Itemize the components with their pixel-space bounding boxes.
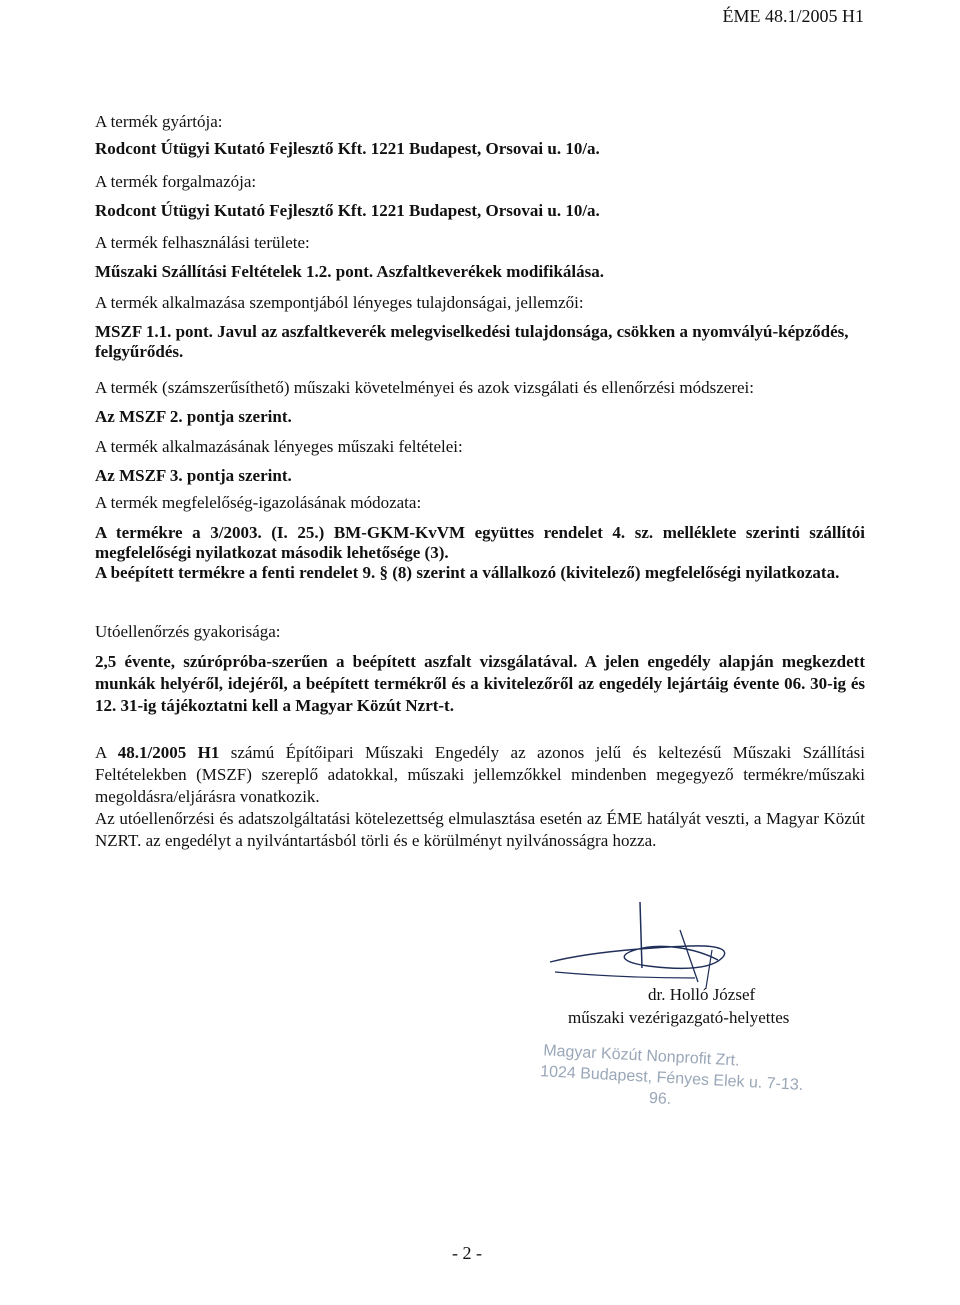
- manufacturer-value: Rodcont Útügyi Kutató Fejlesztő Kft. 1221 Budapest, Orsovai u. 10/a.: [95, 139, 600, 158]
- conformity-value-2: A beépített termékre a fenti rendelet 9. § (8) szerint a vállalkozó (kivitelező) megfelelőségi nyilatkozata.: [95, 563, 840, 582]
- page-number: - 2 -: [452, 1243, 482, 1263]
- requirements-value: Az MSZF 2. pontja szerint.: [95, 407, 292, 426]
- handwritten-signature-icon: [530, 890, 860, 1000]
- stamp-line-number: 96.: [648, 1089, 672, 1109]
- properties-section: [95, 293, 865, 362]
- usage-area-label: A termék felhasználási területe:: [95, 233, 310, 252]
- postcheck-label: Utóellenőrzés gyakorisága:: [95, 622, 281, 641]
- manufacturer-label: A termék gyártója:: [95, 112, 223, 131]
- conformity-section: [95, 493, 865, 583]
- postcheck-value: 2,5 évente, szúrópróba-szerűen a beépített aszfalt vizsgálatával. A jelen engedély alapján megkezdett munkák helyéről, idejéről, a beépített termékről és a kivitelezőről az engedély lejártáig évente 06. 30-ig és 12. 31-ig tájékoztatni kell a Magyar Közút Nzrt-t.: [95, 652, 865, 715]
- conformity-label: A termék megfelelőség-igazolásának módozata:: [95, 493, 422, 512]
- properties-value: MSZF 1.1. pont. Javul az aszfaltkeverék melegviselkedési tulajdonsága, csökken a nyomvályú-képződés, felgyűrődés.: [95, 322, 849, 361]
- closing-para-1-body: számú Építőipari Műszaki Engedély az azonos jelű és keltezésű Műszaki Szállítási Feltételekben (MSZF) szereplő adatokkal, műszaki jellemzőkkel mindenben megegyező termékre/műszaki megoldásra/eljárásra vonatkozik.: [95, 743, 866, 806]
- closing-paragraph-1: [95, 742, 865, 852]
- conditions-label: A termék alkalmazásának lényeges műszaki feltételei:: [95, 437, 463, 456]
- closing-para-1-prefix: A: [95, 743, 118, 762]
- conditions-section: [95, 437, 865, 486]
- postcheck-section: [95, 622, 865, 717]
- requirements-section: [95, 378, 865, 427]
- distributor-label: A termék forgalmazója:: [95, 172, 257, 191]
- closing-para-2: Az utóellenőrzési és adatszolgáltatási kötelezettség elmulasztása esetén az ÉME hatályát veszti, a Magyar Közút NZRT. az engedélyt a nyilvántartásból törli és e körülményt nyilvánosságra hozza.: [95, 809, 865, 850]
- closing-para-1-doc-id: 48.1/2005 H1: [117, 743, 220, 762]
- conditions-value: Az MSZF 3. pontja szerint.: [95, 466, 292, 485]
- properties-label: A termék alkalmazása szempontjából lényeges tulajdonságai, jellemzői:: [95, 293, 584, 312]
- conformity-value-1: A termékre a 3/2003. (I. 25.) BM-GKM-KvVM együttes rendelet 4. sz. melléklete szerinti szállítói megfelelőségi nyilatkozat második lehetősége (3).: [95, 523, 865, 562]
- usage-area-value: Műszaki Szállítási Feltételek 1.2. pont. Aszfaltkeverékek modifikálása.: [95, 262, 605, 281]
- signature-image: [530, 890, 860, 1060]
- usage-area-section: [95, 233, 865, 282]
- distributor-value: Rodcont Útügyi Kutató Fejlesztő Kft. 1221 Budapest, Orsovai u. 10/a.: [95, 201, 600, 220]
- document-id: ÉME 48.1/2005 H1: [722, 6, 864, 26]
- stamp-line-organization: Magyar Közút Nonprofit Zrt.: [542, 1042, 740, 1070]
- signatory-title: műszaki vezérigazgató-helyettes: [568, 1008, 790, 1027]
- requirements-label: A termék (számszerűsíthető) műszaki követelményei és azok vizsgálati és ellenőrzési módszerei:: [95, 378, 754, 397]
- closing-para-1: [95, 742, 865, 808]
- distributor-section: [95, 172, 865, 221]
- signatory-name: dr. Holló József: [648, 985, 756, 1004]
- stamp-line-address: 1024 Budapest, Fényes Elek u. 7-13.: [539, 1063, 804, 1094]
- manufacturer-section: [95, 112, 865, 159]
